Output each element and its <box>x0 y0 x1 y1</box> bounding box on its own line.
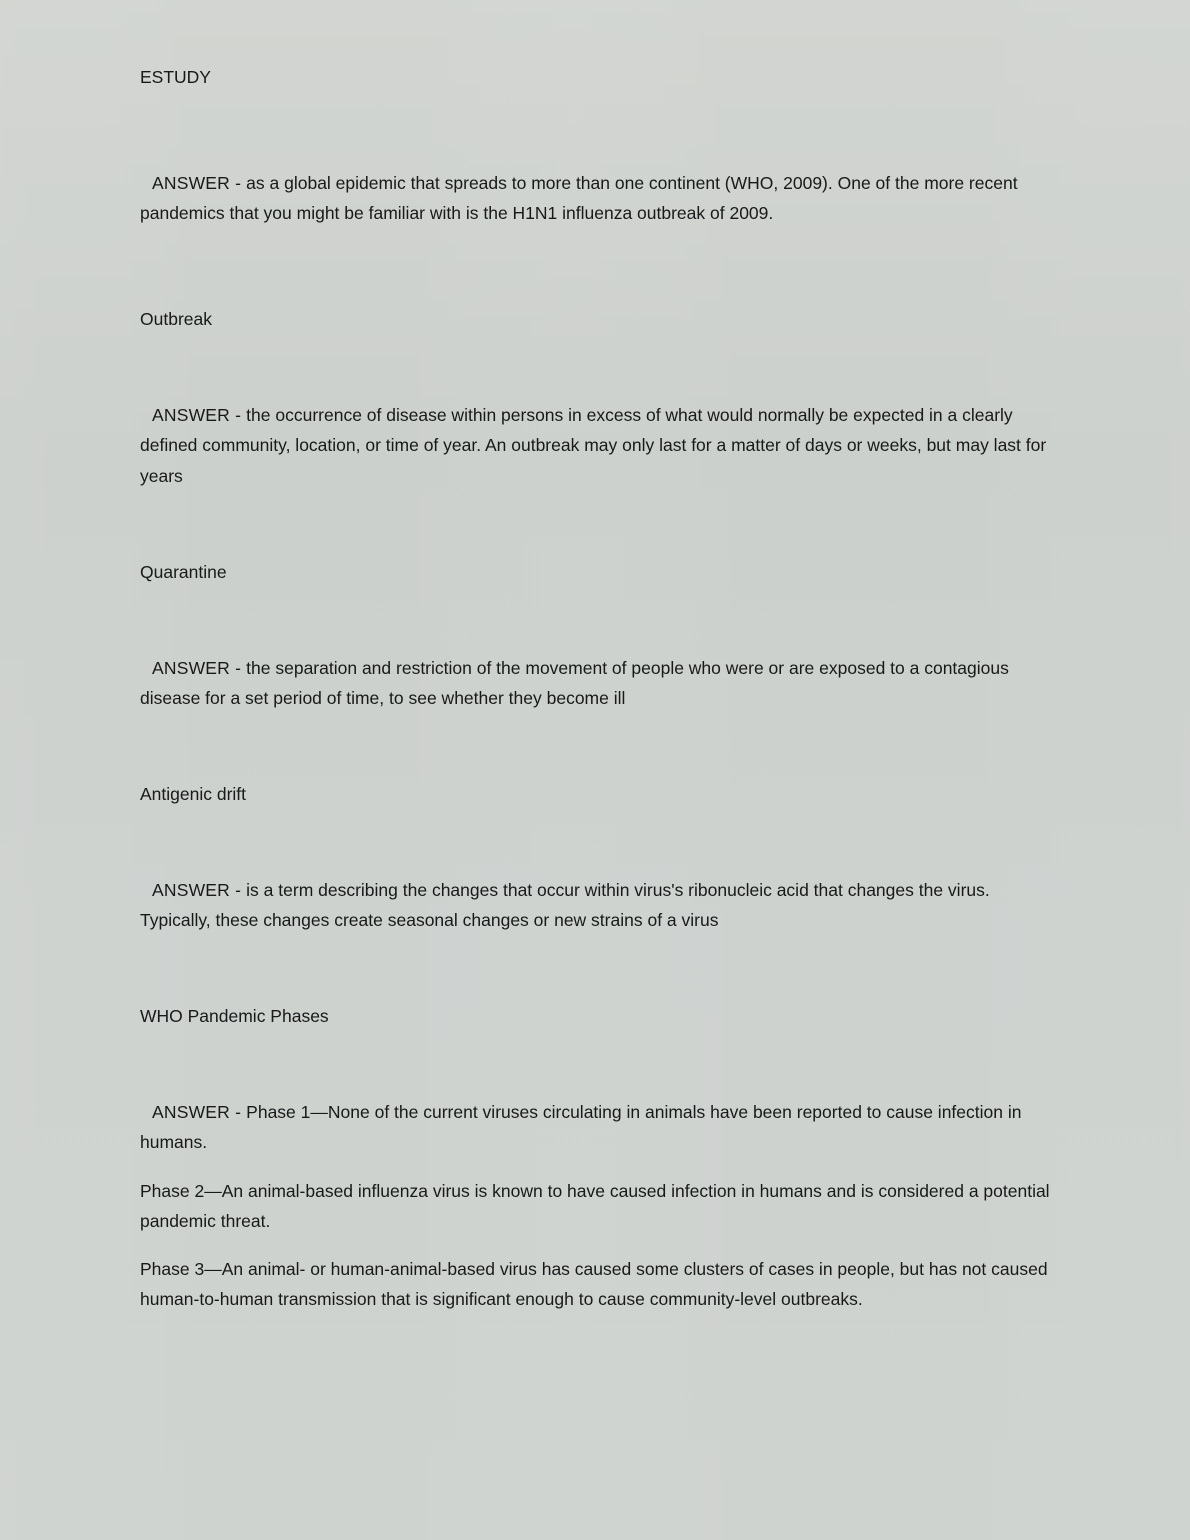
document-header: ESTUDY <box>140 67 211 87</box>
spacer <box>140 334 1050 400</box>
spacer <box>140 1158 1050 1176</box>
spacer <box>140 587 1050 653</box>
answer-text-2: the occurrence of disease within persons in excess of what would normally be expected in a clearly defined community, location, or time of year. An outbreak may only last for a matter of days or weeks, but may last for years <box>140 405 1047 486</box>
spacer <box>140 935 1050 1001</box>
spacer <box>140 1031 1050 1097</box>
term-quarantine: Quarantine <box>140 561 227 582</box>
answer-text-4: is a term describing the changes that occur within virus's ribonucleic acid that changes the virus. Typically, these changes create seasonal changes or new strains of a virus <box>140 880 990 931</box>
answer-block-4 <box>140 875 1050 935</box>
answer-block-2 <box>140 400 1050 490</box>
answer-label-2: ANSWER - <box>152 405 247 426</box>
answer-block-3 <box>140 653 1050 713</box>
term-antigenic-drift: Antigenic drift <box>140 783 247 804</box>
spacer <box>140 713 1050 779</box>
answer-label-5: ANSWER - <box>152 1102 247 1123</box>
answer-label-1: ANSWER - <box>152 173 247 194</box>
answer-text-3: the separation and restriction of the movement of people who were or are exposed to a contagious disease for a set period of time, to see whether they become ill <box>140 657 1009 708</box>
term-outbreak: Outbreak <box>140 309 212 330</box>
answer-block-1 <box>140 168 1050 228</box>
answer-extra-phase-3: Phase 3—An animal- or human-animal-based virus has caused some clusters of cases in people, but has not caused human-to-human transmission that is significant enough to cause community-level outbreaks. <box>140 1258 1048 1309</box>
answer-extra-phase-2: Phase 2—An animal-based influenza virus is known to have caused infection in humans and is considered a potential pandemic threat. <box>140 1180 1050 1231</box>
term-who-pandemic-phases: WHO Pandemic Phases <box>140 1006 329 1027</box>
spacer <box>140 228 1050 304</box>
answer-block-5 <box>140 1097 1050 1157</box>
spacer <box>140 1236 1050 1254</box>
answer-label-4: ANSWER - <box>152 880 247 901</box>
answer-label-3: ANSWER - <box>152 657 247 678</box>
answer-text-5: Phase 1—None of the current viruses circulating in animals have been reported to cause infection in humans. <box>140 1102 1022 1153</box>
spacer <box>140 491 1050 557</box>
answer-text-1: as a global epidemic that spreads to more than one continent (WHO, 2009). One of the more recent pandemics that you might be familiar with is the H1N1 influenza outbreak of 2009. <box>140 173 1018 224</box>
spacer <box>140 809 1050 875</box>
spacer <box>140 92 1050 168</box>
